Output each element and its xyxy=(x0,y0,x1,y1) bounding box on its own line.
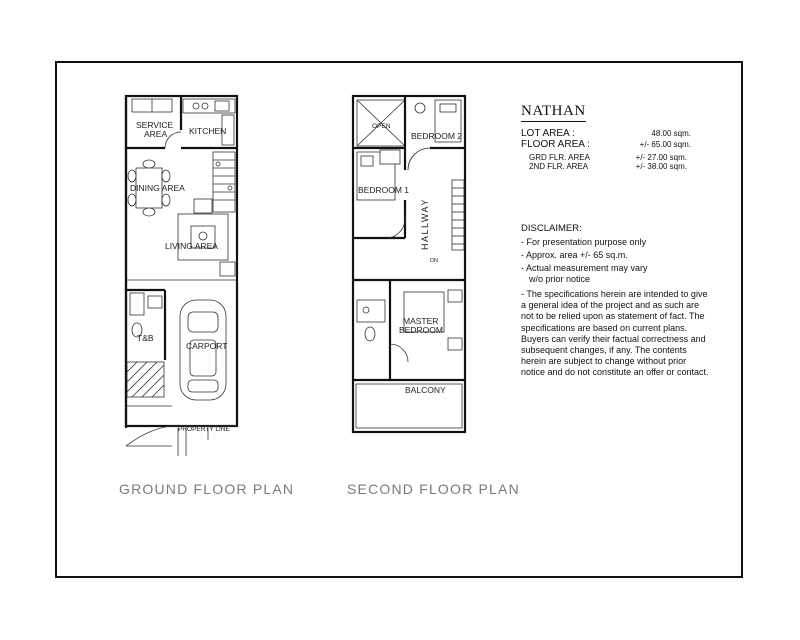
ground-planter xyxy=(220,262,235,276)
disclaimer-title: DISCLAIMER: xyxy=(521,223,582,234)
label-service-area: AREA xyxy=(144,129,168,139)
label-master-bedroom: BEDROOM xyxy=(399,325,443,335)
label-hallway: HALLWAY xyxy=(420,198,430,250)
label-balcony: BALCONY xyxy=(405,385,446,395)
label-dn: DN xyxy=(430,258,438,264)
master-toilet-bath xyxy=(357,300,385,341)
gate-swing xyxy=(126,426,172,446)
lot-area-value: 48.00 sqm. xyxy=(651,129,691,138)
label-open: OPEN xyxy=(372,123,391,130)
floor-area-value: +/- 65.00 sqm. xyxy=(639,140,691,149)
project-info-panel xyxy=(521,102,711,379)
ground-floor-caption: GROUND FLOOR PLAN xyxy=(119,481,295,497)
master-door-swing xyxy=(390,344,408,362)
second-area-row xyxy=(521,162,711,171)
floor-area-row xyxy=(521,139,711,150)
label-property-line: PROPERTY LINE xyxy=(178,426,230,433)
service-door-swing xyxy=(165,132,181,148)
garden-hatch xyxy=(127,362,164,397)
ground-floor-plan xyxy=(126,96,237,456)
disclaimer-block xyxy=(521,223,711,379)
disclaimer-list xyxy=(521,237,711,285)
second-floor-caption: SECOND FLOOR PLAN xyxy=(347,481,520,497)
label-service: SERVICE xyxy=(136,120,174,130)
second-stair xyxy=(452,180,464,250)
disclaimer-item: - Approx. area +/- 65 sq.m. xyxy=(521,250,628,260)
ground-stair xyxy=(213,152,235,212)
lot-area-label: LOT AREA : xyxy=(521,128,575,139)
label-tb: T&B xyxy=(137,333,154,343)
label-living-area: LIVING AREA xyxy=(165,241,218,251)
second-floor-plan xyxy=(353,96,465,432)
grd-area-value: +/- 27.00 sqm. xyxy=(635,153,687,162)
second-area-value: +/- 38.00 sqm. xyxy=(635,162,687,171)
label-bedroom-2: BEDROOM 2 xyxy=(411,131,463,141)
disclaimer-item: - Actual measurement may vary xyxy=(521,263,648,273)
second-area-label: 2ND FLR. AREA xyxy=(529,162,589,171)
disclaimer-item: - For presentation purpose only xyxy=(521,237,647,247)
bedroom2-door-swing xyxy=(408,148,430,170)
grd-area-row xyxy=(521,153,711,162)
lot-area-row xyxy=(521,128,711,139)
disclaimer-item: w/o prior notice xyxy=(529,274,591,284)
project-title: NATHAN xyxy=(521,103,586,122)
area-summary xyxy=(521,128,711,171)
floor-area-label: FLOOR AREA : xyxy=(521,139,590,150)
grd-area-label: GRD FLR. AREA xyxy=(529,153,590,162)
label-master: MASTER xyxy=(403,316,439,326)
label-bedroom-1: BEDROOM 1 xyxy=(358,185,410,195)
label-kitchen: KITCHEN xyxy=(189,126,227,136)
disclaimer-paragraph: - The specifications herein are intended to give a general idea of the project and as such are not to be relied upon as statement of fact. The specifications are based on current plans. Buyers can verify their factual correctness and subsequent changes, if any. The contents herein are subject to change without prior notice and do not constitute an offer or contact. xyxy=(521,289,709,378)
label-carport: CARPORT xyxy=(186,341,228,351)
ground-toilet-bath xyxy=(130,293,162,337)
bedroom1-door-swing xyxy=(388,215,405,238)
label-dining-area: DINING AREA xyxy=(130,183,185,193)
